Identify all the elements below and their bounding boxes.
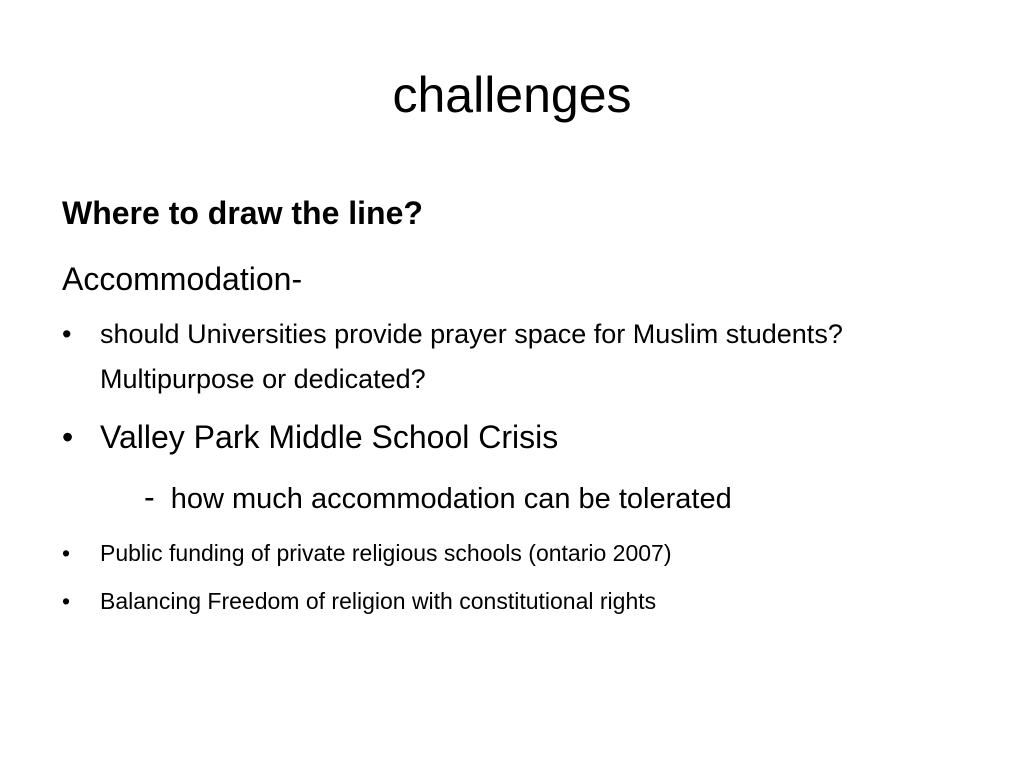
bullet-marker: • <box>62 319 72 349</box>
bullet-text: should Universities provide prayer space for Muslim students? Multipurpose or dedicated? <box>100 319 843 394</box>
bullet-text: Valley Park Middle School Crisis <box>100 419 559 455</box>
slide-subheading: Accommodation- <box>62 261 303 297</box>
bullet-marker: • <box>62 540 71 566</box>
slide-body <box>62 190 962 632</box>
bullet-item <box>62 584 962 618</box>
sub-point <box>62 474 962 522</box>
bullet-item <box>62 312 962 402</box>
slide-title: challenges <box>392 67 632 123</box>
bullet-marker: • <box>62 588 71 614</box>
bullet-item <box>62 536 962 570</box>
sub-point-text: how much accommodation can be tolerated <box>170 483 732 515</box>
bullet-text: Balancing Freedom of religion with constitutional rights <box>100 588 657 614</box>
bullet-text: Public funding of private religious schools (ontario 2007) <box>100 540 672 566</box>
bullet-marker: • <box>62 419 74 455</box>
sub-point-marker: - <box>144 479 155 515</box>
bullet-item <box>62 414 962 460</box>
slide-heading: Where to draw the line? <box>62 195 423 231</box>
